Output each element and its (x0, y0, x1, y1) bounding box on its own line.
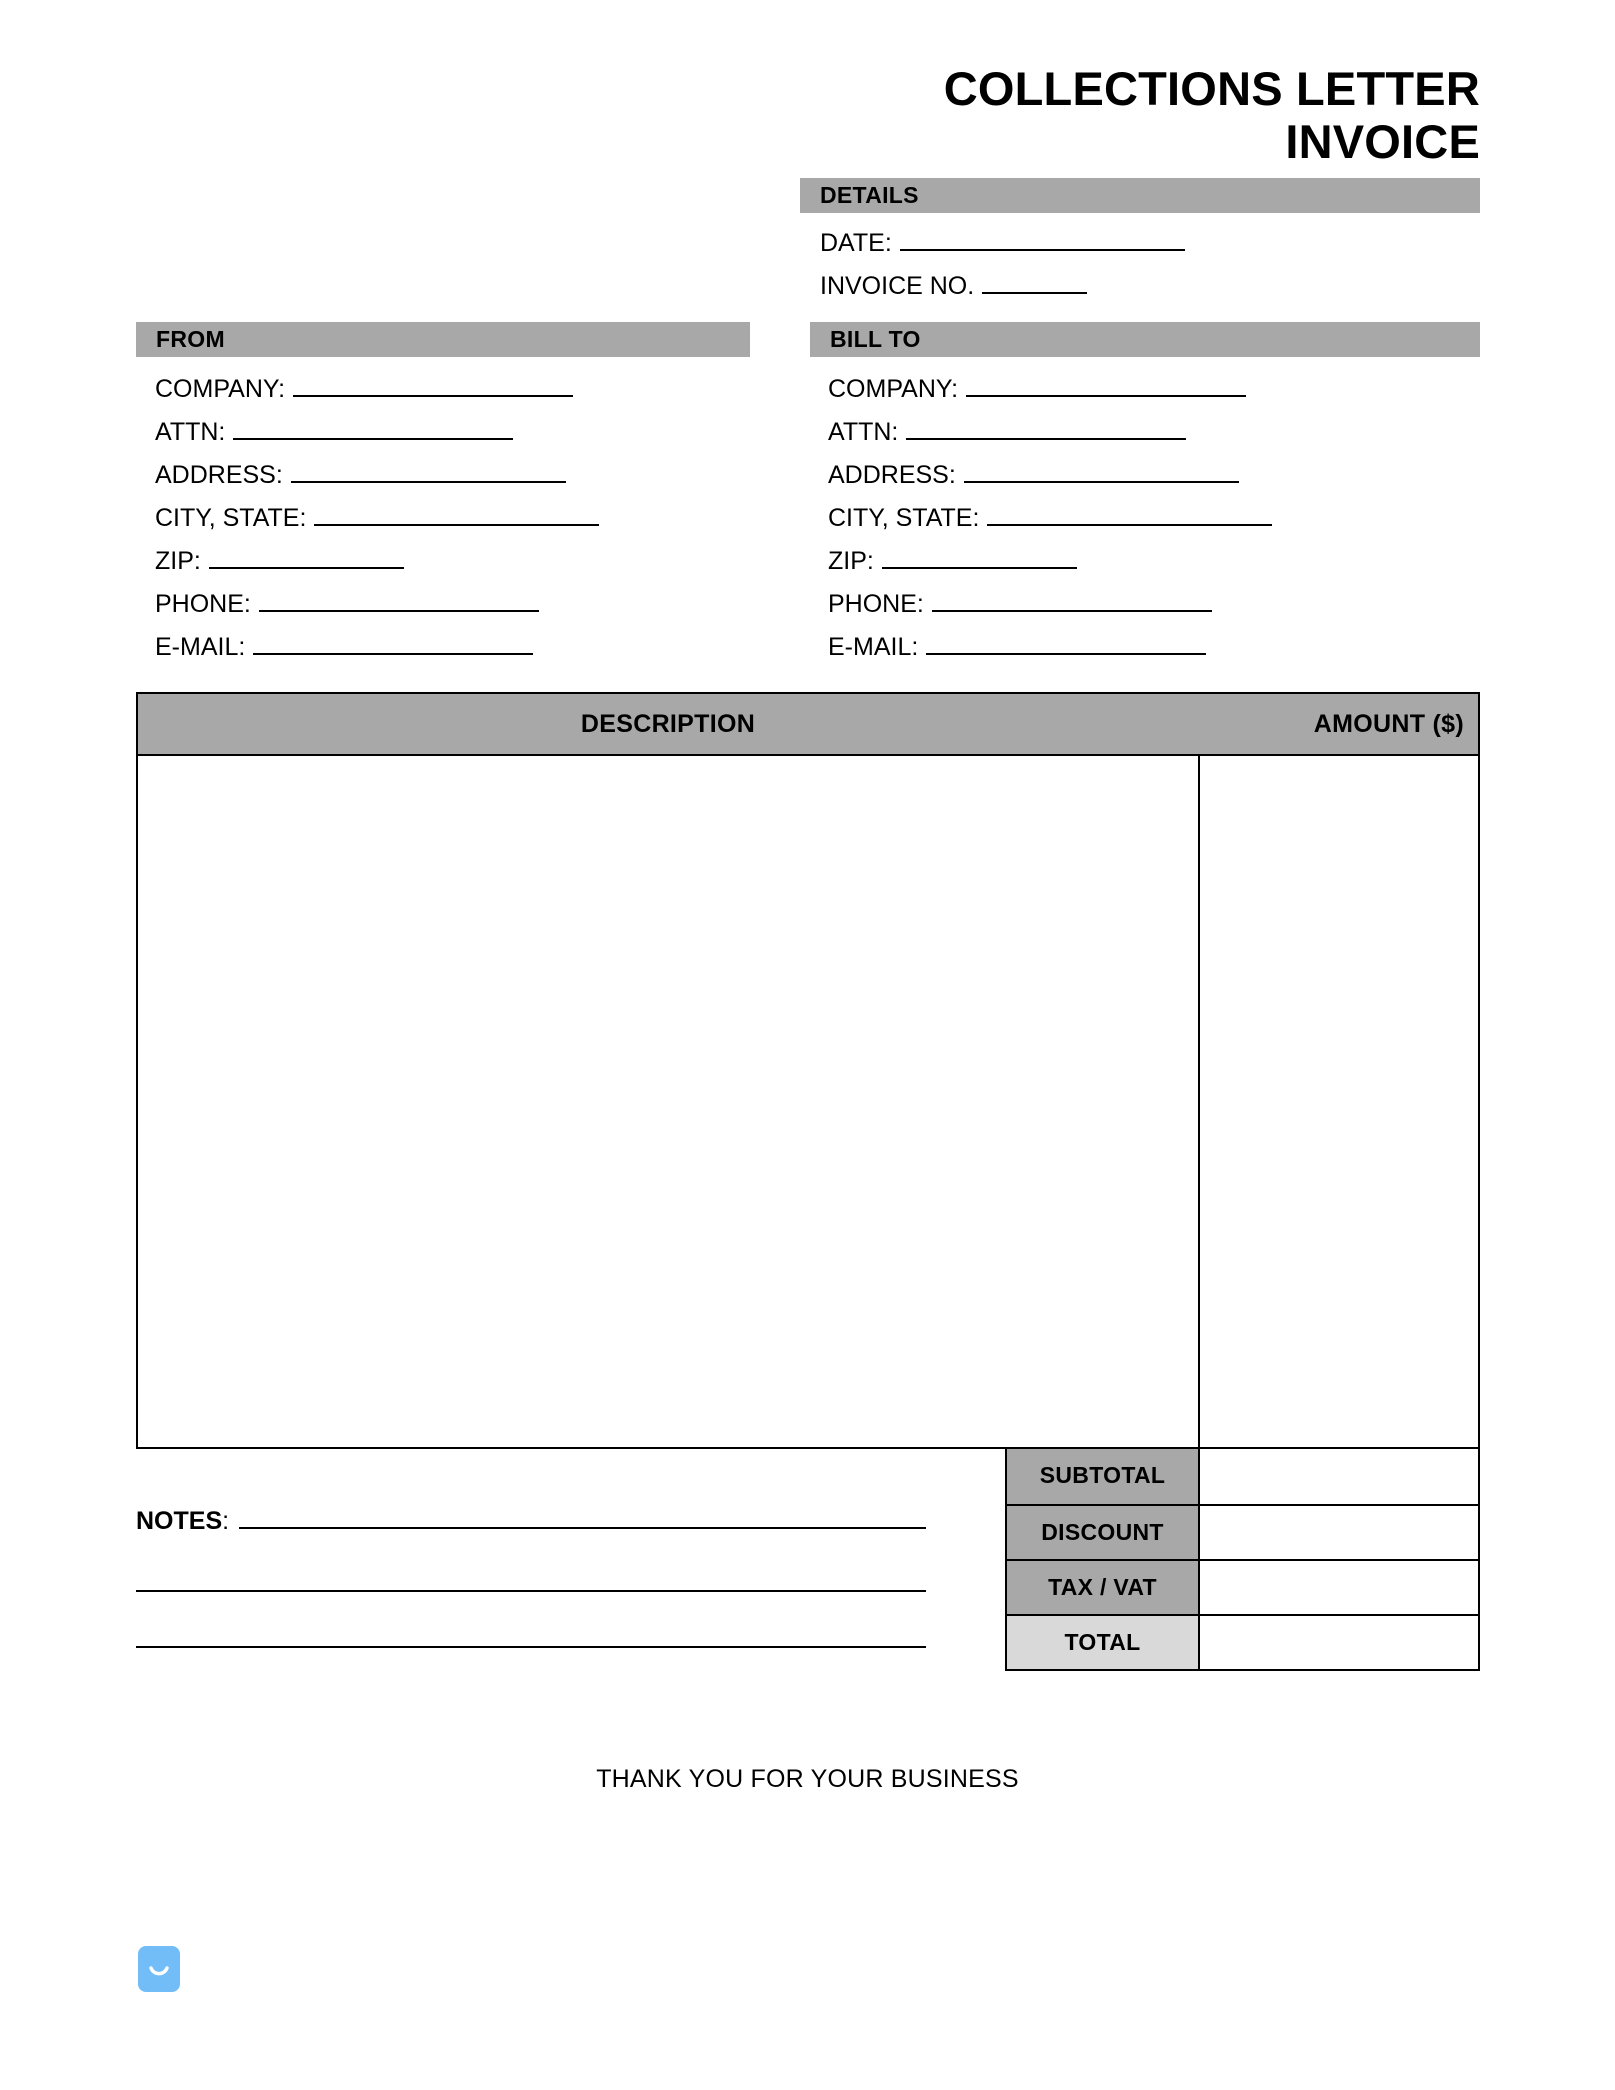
field-input-line[interactable] (926, 628, 1206, 655)
field-label: COMPANY: (155, 375, 286, 403)
from-fields (155, 368, 775, 669)
bill-to-fields (828, 368, 1508, 669)
field-input-line[interactable] (259, 585, 539, 612)
field-row (155, 454, 775, 497)
totals-label: TOTAL (1007, 1616, 1200, 1669)
field-input-line[interactable] (966, 370, 1246, 397)
smile-logo (138, 1946, 180, 1992)
notes-colon: : (222, 1507, 230, 1535)
field-label: ZIP: (828, 547, 874, 575)
notes-input-line-1[interactable] (239, 1500, 926, 1529)
field-input-line[interactable] (932, 585, 1212, 612)
field-row (820, 222, 1520, 265)
totals-value[interactable] (1200, 1616, 1478, 1669)
field-label: ADDRESS: (828, 461, 956, 489)
bill-to-section-header: BILL TO (810, 322, 1480, 357)
totals-value[interactable] (1200, 1449, 1478, 1504)
page-title (700, 62, 1480, 168)
totals-row (1007, 1504, 1478, 1559)
notes-first-line (136, 1500, 926, 1536)
field-label: PHONE: (828, 590, 924, 618)
field-row (828, 626, 1508, 669)
amount-column-header: AMOUNT ($) (1313, 710, 1464, 738)
totals-table (1005, 1449, 1480, 1671)
field-label: CITY, STATE: (828, 504, 980, 532)
field-input-line[interactable] (293, 370, 573, 397)
title-line-2: INVOICE (1285, 115, 1480, 168)
field-input-line[interactable] (982, 267, 1087, 294)
field-row (155, 540, 775, 583)
field-input-line[interactable] (964, 456, 1239, 483)
field-label: PHONE: (155, 590, 251, 618)
totals-label: TAX / VAT (1007, 1561, 1200, 1614)
field-row (828, 540, 1508, 583)
field-label: COMPANY: (828, 375, 959, 403)
notes-input-line-2[interactable] (136, 1563, 926, 1592)
notes-section (136, 1500, 926, 1648)
thank-you-message: THANK YOU FOR YOUR BUSINESS (596, 1765, 1019, 1793)
line-items-header-row (138, 694, 1478, 756)
field-row (155, 497, 775, 540)
field-row (828, 368, 1508, 411)
column-divider (1198, 756, 1200, 1449)
totals-value[interactable] (1200, 1506, 1478, 1559)
notes-label: NOTES (136, 1507, 223, 1535)
details-section-header: DETAILS (800, 178, 1480, 213)
field-label: DATE: (820, 229, 892, 257)
field-input-line[interactable] (882, 542, 1077, 569)
field-label: CITY, STATE: (155, 504, 307, 532)
field-input-line[interactable] (906, 413, 1186, 440)
totals-label: DISCOUNT (1007, 1506, 1200, 1559)
field-label: E-MAIL: (828, 633, 919, 661)
field-label: E-MAIL: (155, 633, 246, 661)
notes-input-line-3[interactable] (136, 1619, 926, 1648)
line-items-body[interactable] (138, 756, 1478, 1449)
field-row (820, 265, 1520, 308)
field-input-line[interactable] (233, 413, 513, 440)
field-label: ZIP: (155, 547, 201, 575)
totals-row (1007, 1449, 1478, 1504)
totals-row (1007, 1614, 1478, 1669)
field-row (828, 497, 1508, 540)
field-input-line[interactable] (291, 456, 566, 483)
line-items-table (136, 692, 1480, 1449)
field-row (828, 454, 1508, 497)
field-label: ATTN: (155, 418, 226, 446)
field-row (155, 626, 775, 669)
field-row (155, 583, 775, 626)
field-input-line[interactable] (900, 224, 1185, 251)
totals-row (1007, 1559, 1478, 1614)
field-label: ADDRESS: (155, 461, 283, 489)
title-line-1: COLLECTIONS LETTER (943, 62, 1480, 115)
field-row (155, 368, 775, 411)
field-label: ATTN: (828, 418, 899, 446)
field-row (828, 411, 1508, 454)
field-input-line[interactable] (314, 499, 599, 526)
field-row (155, 411, 775, 454)
field-input-line[interactable] (987, 499, 1272, 526)
details-fields (820, 222, 1520, 308)
field-row (828, 583, 1508, 626)
field-input-line[interactable] (209, 542, 404, 569)
field-input-line[interactable] (253, 628, 533, 655)
from-section-header: FROM (136, 322, 750, 357)
totals-value[interactable] (1200, 1561, 1478, 1614)
totals-label: SUBTOTAL (1007, 1449, 1200, 1504)
field-label: INVOICE NO. (820, 272, 975, 300)
description-column-header: DESCRIPTION (580, 710, 756, 738)
